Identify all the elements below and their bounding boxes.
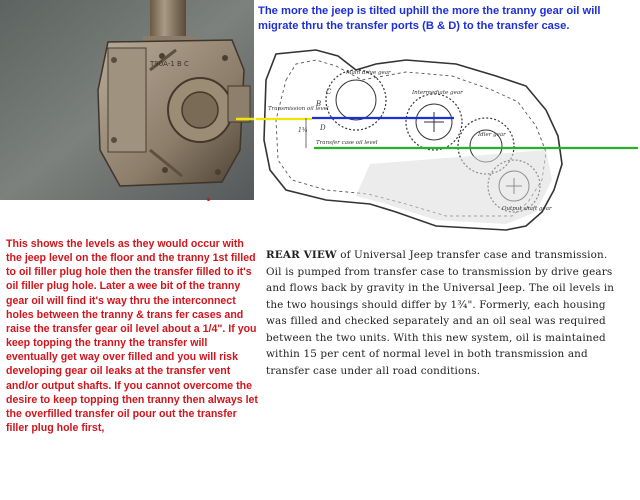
rear-view-diagram [256, 40, 638, 244]
label-transmission-oil-level: Transmission oil level [268, 106, 329, 112]
caption [266, 247, 626, 379]
top-note: The more the jeep is tilted uphill the more the tranny gear oil will migrate thru the transfer ports (B & D) to the transfer case. [258, 5, 601, 32]
caption-body: of Universal Jeep transfer case and transmission. Oil is pumped from transfer case to transmission by drive gears and flows back by gravity in the Universal Jeep. The oil levels in the two housings should differ by 1¾". Formerly, each housing was filled and checked separately and an oil seal was required between the two units. With this new system, oil is maintained within 15 per cent of normal level in both transmission and transfer case under all road conditions. [266, 249, 615, 377]
label-b: B [316, 100, 322, 108]
label-output-shaft-gear: Output shaft gear [502, 206, 552, 212]
label-transfer-oil-level: Transfer case oil level [316, 140, 378, 146]
label-d: D [320, 124, 326, 132]
label-dim: 1¾ [298, 127, 308, 134]
caption-heading: REAR VIEW [266, 249, 337, 261]
left-note: This shows the levels as they would occur with the jeep level on the floor and the tranny 1st filled to oil filler plug hole then the transfer filled to it's oil filler plug hole. Later a wee bit of the tranny gear oil will find it's way thru the interconnect holes between the tranny & trans fer cases and raise the transfer gear oil level about a 1/4". If you keep topping the tranny the transfer will eventually get way over filled and you will risk developing gear oil leaks at the transfer vent and/or output shafts. If you cannot overcome the desire to keep topping then tranny then always let the overfilled transfer oil pour out the transfer filler plug hole first, [6, 238, 258, 435]
transmission-photo [0, 0, 254, 200]
casting-mark: T90A-1 B C [150, 60, 189, 68]
label-c: C [326, 88, 332, 96]
red-dot [207, 198, 210, 201]
label-idler-gear: Idler gear [478, 132, 506, 138]
label-main-gear: Main drive gear [346, 70, 391, 76]
label-intermediate-gear: Intermediate gear [412, 90, 463, 96]
